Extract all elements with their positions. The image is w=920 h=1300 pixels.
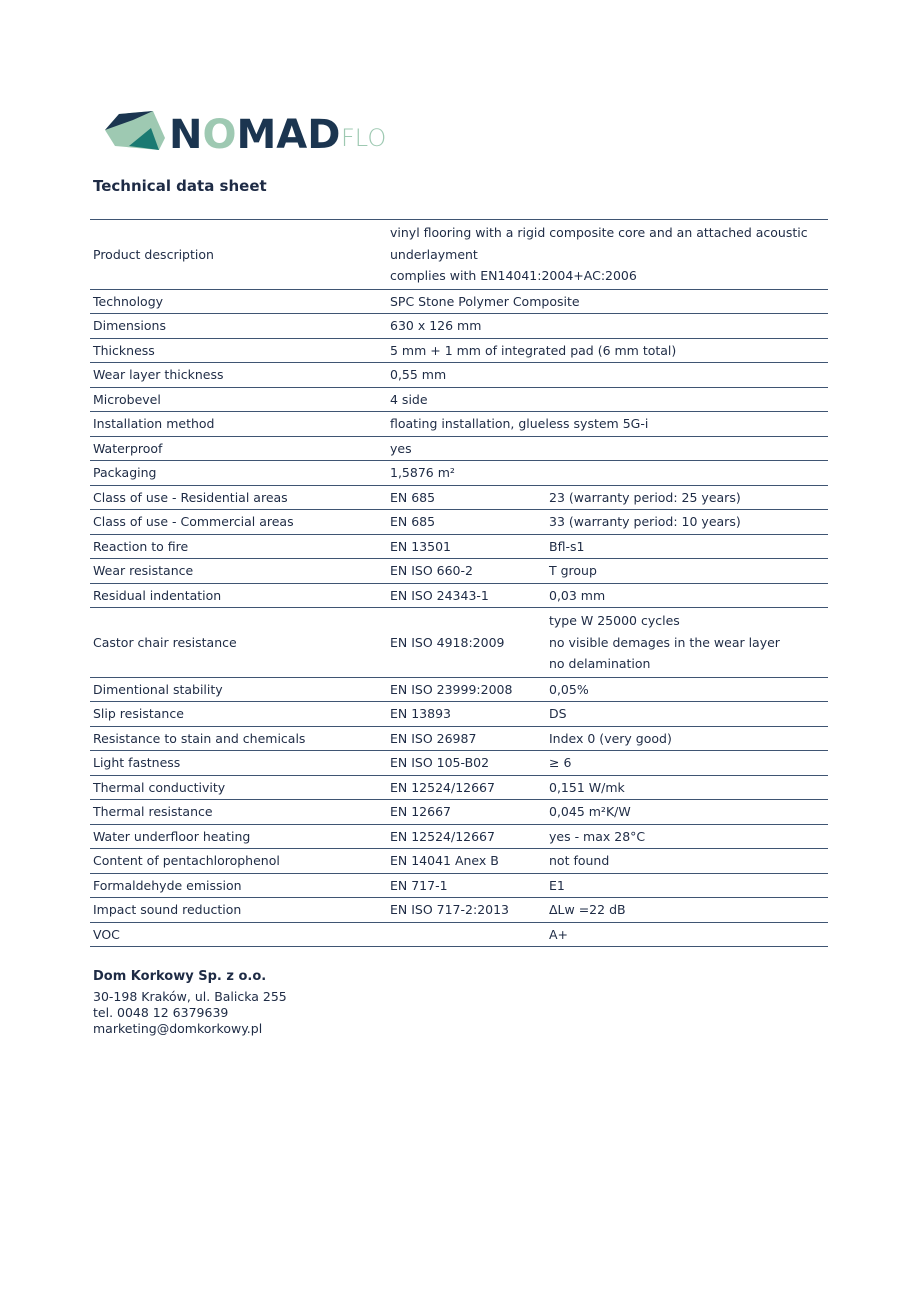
- property-label: [93, 608, 237, 677]
- standard-cell-line: 0,55 mm: [390, 367, 447, 382]
- standard-cell: [390, 535, 451, 559]
- logo-brand: NOMAD: [169, 112, 341, 156]
- table-row: [90, 220, 828, 290]
- property-label-line: Packaging: [93, 465, 157, 480]
- standard-cell-line: SPC Stone Polymer Composite: [390, 293, 580, 309]
- standard-cell: [390, 437, 412, 461]
- property-label: [93, 584, 221, 608]
- table-row: [90, 510, 828, 535]
- property-label-line: Water underfloor heating: [93, 828, 251, 844]
- standard-cell-line: complies with EN14041:2004+AC:2006: [390, 268, 637, 283]
- property-label: [93, 314, 166, 338]
- standard-cell-line: underlayment: [390, 246, 478, 262]
- company-contact: [93, 969, 287, 1037]
- value-cell-line: not found: [549, 853, 610, 868]
- property-label-line: Slip resistance: [93, 706, 184, 721]
- standard-cell-line: EN 685: [390, 514, 436, 529]
- property-label: [93, 290, 163, 314]
- table-row: [90, 412, 828, 437]
- standard-cell-line: EN 12667: [390, 804, 451, 819]
- table-row: [90, 388, 828, 413]
- table-row: [90, 898, 828, 923]
- standard-cell-line: EN ISO 660-2: [390, 563, 473, 578]
- standard-cell-line: floating installation, glueless system 5G-i: [390, 416, 649, 431]
- property-label-line: Light fastness: [93, 755, 181, 770]
- standard-cell: [390, 290, 580, 314]
- property-label: [93, 751, 180, 775]
- value-cell: [549, 510, 741, 534]
- value-cell-line: 33 (warranty period: 10 years): [549, 514, 741, 529]
- standard-cell: [390, 751, 489, 775]
- value-cell-line: yes - max 28°C: [549, 828, 646, 844]
- standard-cell-line: 5 mm + 1 mm of integrated pad (6 mm total): [390, 342, 677, 358]
- standard-cell-line: EN ISO 24343-1: [390, 587, 489, 603]
- value-cell: [549, 751, 571, 775]
- value-cell-line: T group: [549, 563, 597, 578]
- property-label-line: Residual indentation: [93, 587, 222, 603]
- table-row: [90, 339, 828, 364]
- standard-cell-line: EN 13893: [390, 706, 451, 721]
- value-cell-line: 0,05%: [549, 681, 589, 697]
- value-cell: [549, 825, 645, 849]
- standard-cell: [390, 461, 455, 485]
- property-label: [93, 461, 156, 485]
- property-label: [93, 535, 188, 559]
- property-label-line: Dimentional stability: [93, 681, 223, 697]
- value-cell-line: E1: [549, 877, 565, 893]
- property-label: [93, 678, 223, 702]
- standard-cell-line: 1,5876 m²: [390, 465, 455, 480]
- standard-cell-line: EN 717-1: [390, 877, 448, 893]
- standard-cell: [390, 412, 648, 436]
- property-label-line: Thermal conductivity: [93, 779, 226, 795]
- value-cell-line: no delamination: [549, 656, 651, 671]
- standard-cell: [390, 314, 481, 338]
- standard-cell: [390, 559, 473, 583]
- table-row: [90, 461, 828, 486]
- value-cell-line: type W 25000 cycles: [549, 613, 680, 628]
- property-label-line: Wear resistance: [93, 563, 194, 578]
- standard-cell-line: EN ISO 26987: [390, 730, 477, 746]
- property-label-line: Waterproof: [93, 440, 163, 456]
- property-label-line: Impact sound reduction: [93, 902, 242, 917]
- property-label-line: Dimensions: [93, 318, 166, 333]
- property-label-line: Class of use - Commercial areas: [93, 514, 294, 529]
- value-cell: [549, 584, 605, 608]
- table-row: [90, 923, 828, 948]
- value-cell-line: no visible demages in the wear layer: [549, 634, 780, 650]
- table-row: [90, 678, 828, 703]
- standard-cell-line: yes: [390, 440, 412, 456]
- property-label-line: VOC: [93, 926, 120, 942]
- standard-cell-line: EN 12524/12667: [390, 828, 495, 844]
- value-cell-line: Bfl-s1: [549, 538, 585, 554]
- standard-cell: [390, 486, 435, 510]
- value-cell: [549, 923, 568, 947]
- value-cell: [549, 678, 589, 702]
- standard-cell: [390, 510, 435, 534]
- property-label-line: Thermal resistance: [93, 804, 213, 819]
- property-label: [93, 727, 305, 751]
- property-label-line: Castor chair resistance: [93, 634, 237, 650]
- value-cell-line: 0,03 mm: [549, 587, 606, 603]
- value-cell: [549, 849, 609, 873]
- value-cell: [549, 727, 672, 751]
- standard-cell: [390, 702, 451, 726]
- standard-cell-line: vinyl flooring with a rigid composite core and an attached acoustic: [390, 225, 808, 240]
- standard-cell-line: EN ISO 4918:2009: [390, 634, 505, 650]
- company-phone: tel. 0048 12 6379639: [93, 1005, 229, 1020]
- property-label: [93, 437, 162, 461]
- property-label-line: Resistance to stain and chemicals: [93, 730, 306, 746]
- value-cell-line: A+: [549, 926, 569, 942]
- table-row: [90, 535, 828, 560]
- standard-cell: [390, 874, 448, 898]
- standard-cell-line: EN ISO 717-2:2013: [390, 902, 510, 917]
- value-cell: [549, 800, 631, 824]
- property-label-line: Installation method: [93, 416, 215, 431]
- technical-data-table: [90, 219, 828, 947]
- standard-cell: [390, 608, 505, 677]
- standard-cell-line: EN 685: [390, 489, 436, 505]
- value-cell: [549, 776, 625, 800]
- property-label: [93, 825, 250, 849]
- standard-cell: [390, 678, 512, 702]
- value-cell-line: 23 (warranty period: 25 years): [549, 489, 741, 505]
- property-label: [93, 898, 241, 922]
- value-cell-line: ≥ 6: [549, 755, 572, 770]
- property-label-line: Formaldehyde emission: [93, 877, 242, 893]
- standard-cell-line: EN 14041 Anex B: [390, 853, 499, 868]
- standard-cell-line: EN ISO 23999:2008: [390, 681, 513, 697]
- table-row: [90, 874, 828, 899]
- standard-cell: [390, 825, 495, 849]
- value-cell: [549, 486, 741, 510]
- value-cell: [549, 702, 567, 726]
- property-label: [93, 339, 155, 363]
- table-row: [90, 559, 828, 584]
- value-cell: [549, 608, 780, 677]
- property-label-line: Technology: [93, 293, 164, 309]
- property-label: [93, 559, 193, 583]
- standard-cell-line: EN ISO 105-B02: [390, 755, 490, 770]
- table-row: [90, 776, 828, 801]
- company-address: 30-198 Kraków, ul. Balicka 255: [93, 989, 287, 1004]
- standard-cell: [390, 849, 499, 873]
- property-label-line: Wear layer thickness: [93, 367, 224, 382]
- property-label: [93, 486, 288, 510]
- nomad-flo-logo: [103, 108, 398, 160]
- property-label: [93, 510, 294, 534]
- standard-cell: [390, 388, 428, 412]
- table-row: [90, 363, 828, 388]
- table-row: [90, 437, 828, 462]
- table-row: [90, 314, 828, 339]
- property-label-line: Microbevel: [93, 391, 161, 407]
- standard-cell-line: 4 side: [390, 391, 428, 407]
- standard-cell: [390, 339, 676, 363]
- value-cell: [549, 874, 565, 898]
- property-label-line: Content of pentachlorophenol: [93, 853, 280, 868]
- table-row: [90, 849, 828, 874]
- value-cell: [549, 898, 626, 922]
- standard-cell: [390, 727, 476, 751]
- company-email[interactable]: marketing@domkorkowy.pl: [93, 1021, 263, 1036]
- property-label: [93, 412, 214, 436]
- standard-cell: [390, 898, 509, 922]
- page-title: Technical data sheet: [93, 177, 267, 195]
- property-label: [93, 849, 280, 873]
- logo-suffix: FLO: [341, 124, 387, 152]
- property-label-line: Product description: [93, 246, 214, 262]
- company-name: Dom Korkowy Sp. z o.o.: [93, 969, 267, 984]
- property-label: [93, 363, 223, 387]
- standard-cell-line: EN 13501: [390, 538, 451, 554]
- value-cell-line: 0,045 m²K/W: [549, 804, 631, 819]
- standard-cell-line: EN 12524/12667: [390, 779, 495, 795]
- value-cell-line: DS: [549, 706, 567, 721]
- table-row: [90, 608, 828, 678]
- property-label-line: Class of use - Residential areas: [93, 489, 288, 505]
- property-label: [93, 702, 184, 726]
- table-row: [90, 702, 828, 727]
- property-label-line: Thickness: [93, 342, 155, 358]
- standard-cell: [390, 800, 451, 824]
- standard-cell: [390, 584, 489, 608]
- property-label: [93, 776, 225, 800]
- property-label: [93, 874, 242, 898]
- table-row: [90, 800, 828, 825]
- property-label: [93, 388, 161, 412]
- property-label-line: Reaction to fire: [93, 538, 189, 554]
- table-row: [90, 486, 828, 511]
- table-row: [90, 751, 828, 776]
- standard-cell-line: 630 x 126 mm: [390, 318, 482, 333]
- table-row: [90, 584, 828, 609]
- value-cell: [549, 559, 597, 583]
- standard-cell: [390, 220, 808, 289]
- table-row: [90, 290, 828, 315]
- property-label: [93, 800, 213, 824]
- value-cell-line: Index 0 (very good): [549, 730, 672, 746]
- standard-cell: [390, 776, 495, 800]
- property-label: [93, 220, 214, 289]
- value-cell-line: ΔLw =22 dB: [549, 902, 626, 917]
- table-row: [90, 825, 828, 850]
- table-row: [90, 727, 828, 752]
- property-label: [93, 923, 120, 947]
- value-cell: [549, 535, 584, 559]
- standard-cell: [390, 363, 446, 387]
- value-cell-line: 0,151 W/mk: [549, 779, 625, 795]
